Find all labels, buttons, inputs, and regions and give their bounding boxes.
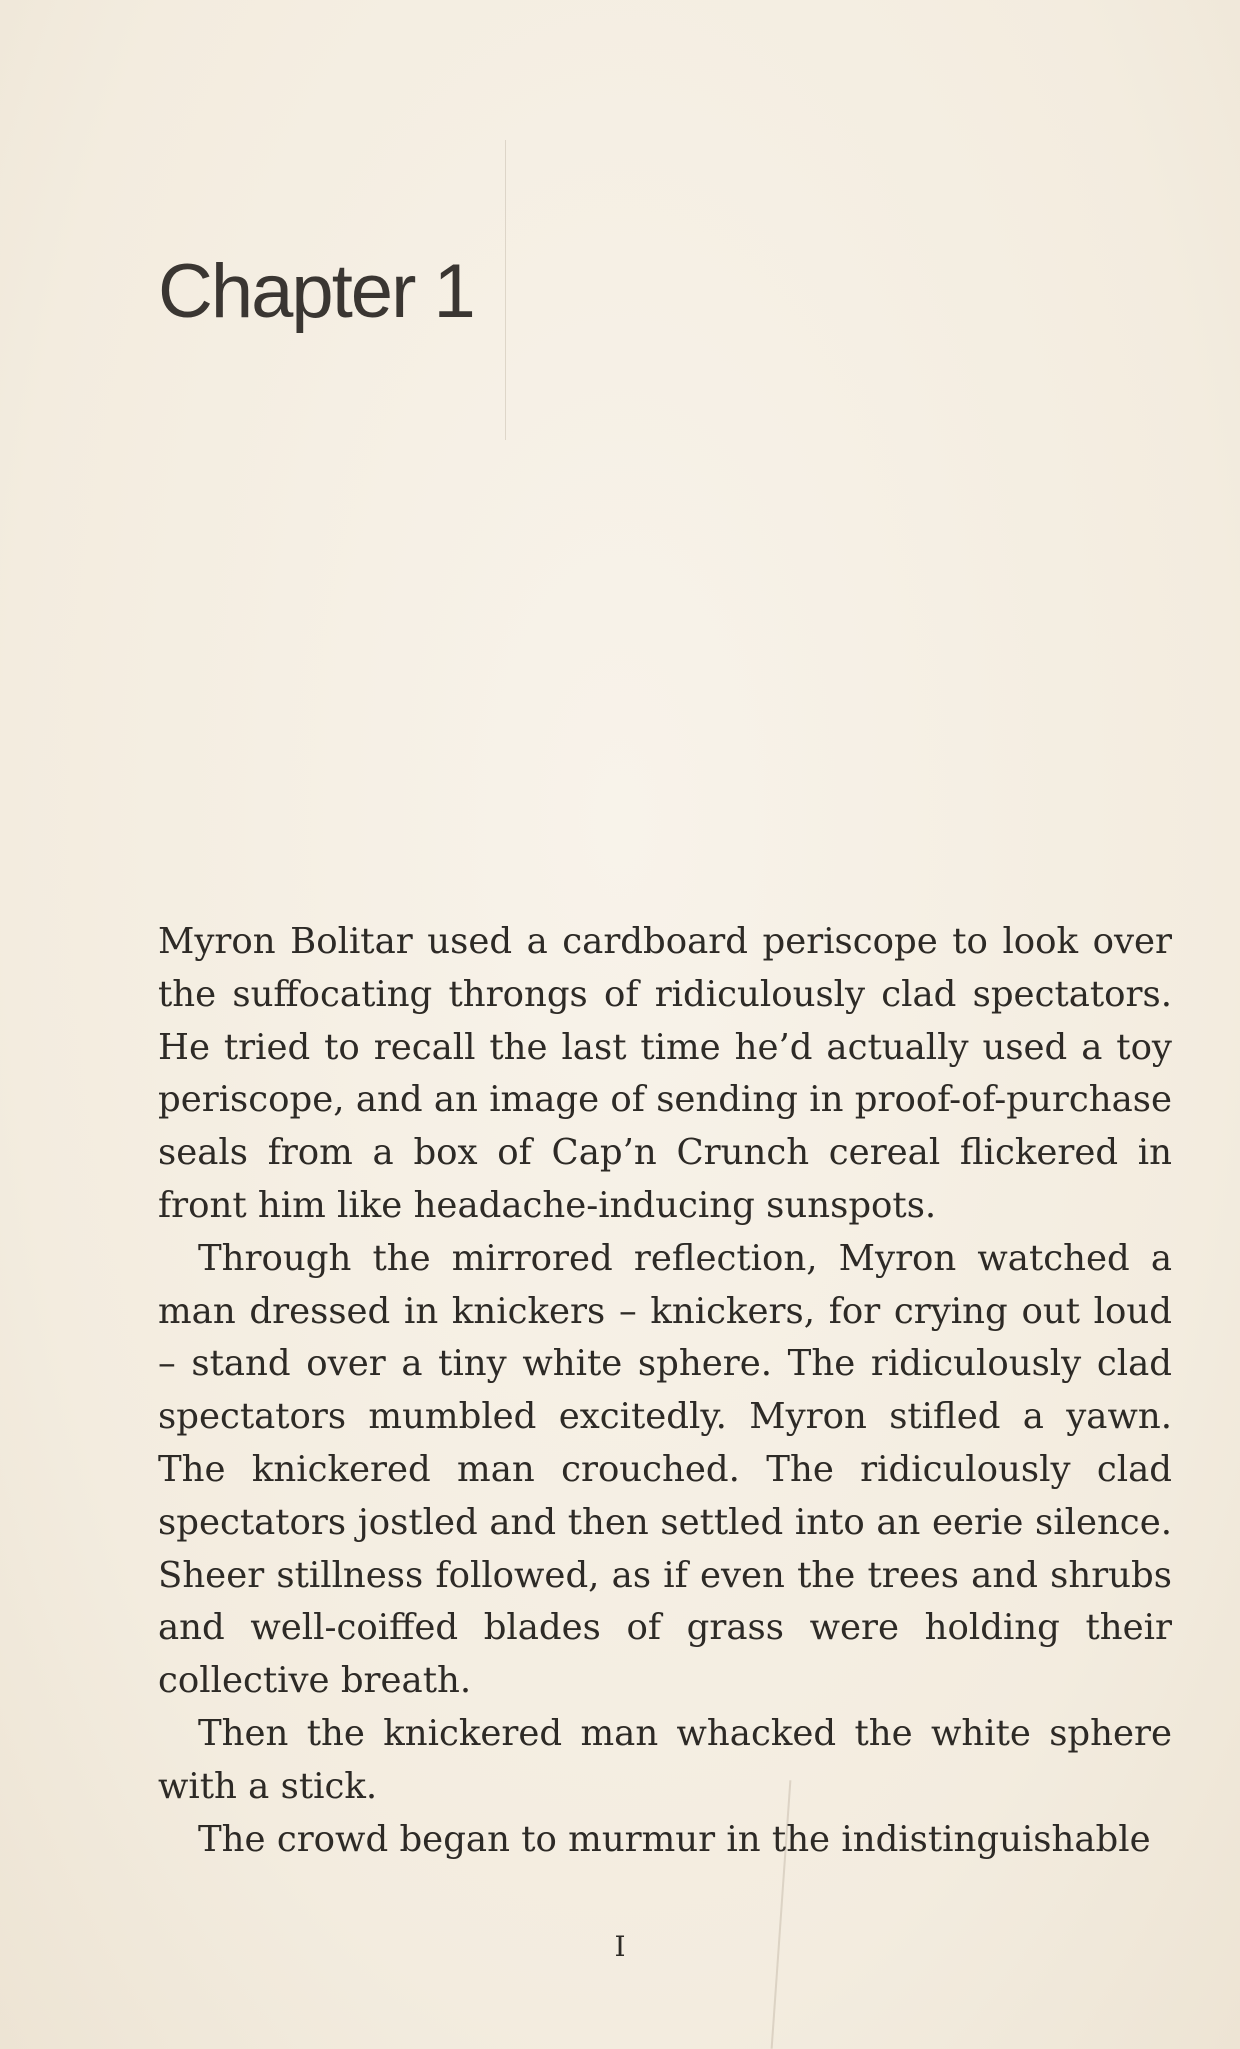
chapter-title: Chapter 1 <box>158 249 474 334</box>
paragraph: Through the mirrored reflection, Myron watched a man dressed in knickers – knickers, for crying out loud – stand over a tiny white sphere. The ridiculously clad spectators mumbled excitedly. Myron stifled a yawn. The knickered man crouched. The ridiculously clad spectators jostled and then settled into an eerie silence. Sheer stillness followed, as if even the trees and shrubs and well-coiffed blades of grass were holding their collective breath. <box>158 1237 1172 1702</box>
paragraph: Then the knickered man whacked the white sphere with a stick. <box>158 1712 1172 1807</box>
chapter-body <box>158 916 1172 1866</box>
paragraph: Myron Bolitar used a cardboard periscope to look over the suffocating throngs of ridiculously clad spectators. He tried to recall the last time he’d actually used a toy periscope, and an image of sending in proof-of-purchase seals from a box of Cap’n Crunch cereal flickered in front him like headache-inducing sunspots. <box>158 921 1172 1226</box>
page-number: I <box>614 1930 626 1963</box>
paper-crease <box>505 140 506 440</box>
paragraph: The crowd began to murmur in the indistinguishable <box>198 1818 1151 1860</box>
